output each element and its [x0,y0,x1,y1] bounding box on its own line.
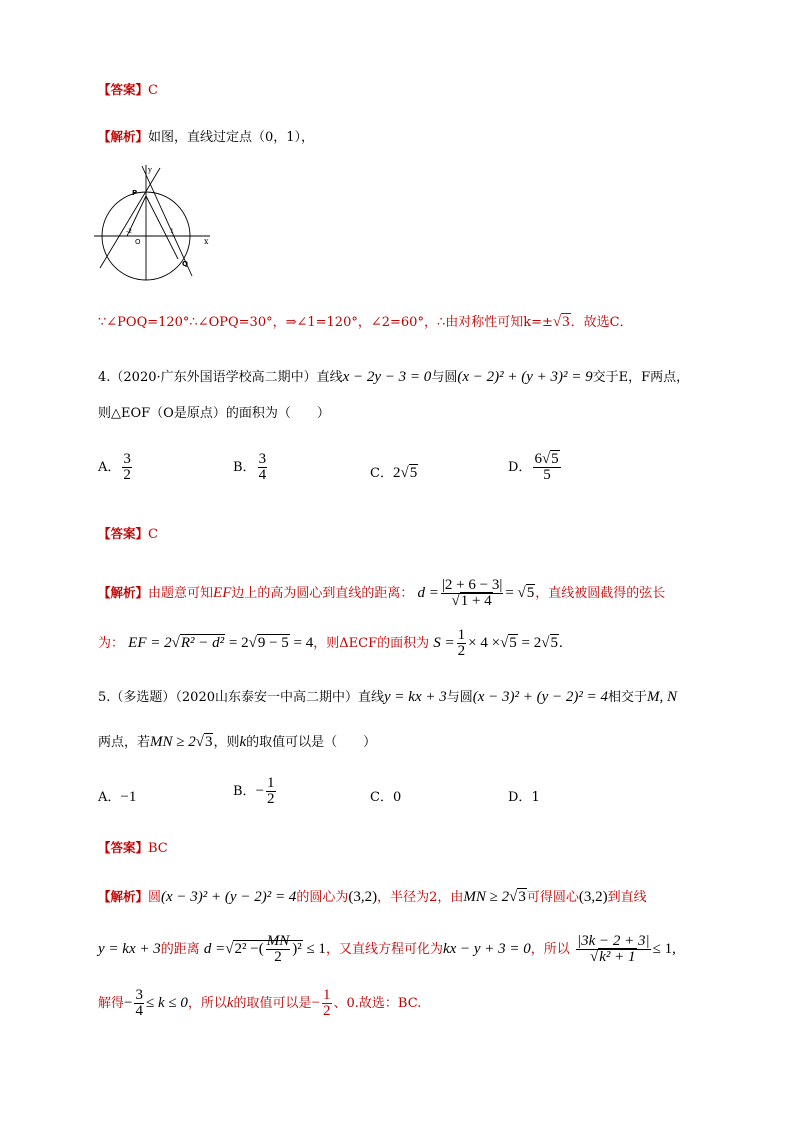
analysis-text: ，半径为2，由 [377,890,464,905]
q4-option-b [233,452,269,483]
coef: 2 [392,465,401,481]
analysis-text: ，又直线方程可化为 [325,941,443,957]
x-label: x [204,237,209,246]
ef-symbol: EF [213,584,232,601]
q3-answer-line [98,80,158,98]
q5-stem-line1 [98,686,677,706]
analysis-tag: 【解析】 [98,584,149,600]
point-Q-label: Q [182,260,188,268]
option-label: A． [98,790,121,805]
q5-cond: MN ≥ 2 [150,734,196,750]
analysis-text: 为： [98,635,125,651]
option-label: A． [98,460,121,475]
q5-stem-line2: 两点，若MN ≥ 2√3，则k的取值可以是（ ） [98,734,377,750]
line-eq: y = kx + 3 [98,940,161,957]
line-left [100,168,160,268]
q5-stem-prefix: 5.（多选题）（2020山东泰安一中高二期中）直线 [98,690,384,705]
analysis-tag: 【解析】 [98,889,149,904]
d-eq: d = [203,940,226,957]
frac-num: 3 [258,451,267,467]
frac-num: 3 [123,451,131,467]
frac-num: |3k − 2 + 3| [576,933,650,949]
q5-answer-line [98,838,168,856]
q5-analysis-line1: 【解析】圆(x − 3)² + (y − 2)² = 4的圆心为(3,2)，半径为2，由MN ≥ 2√3可得圆心(3,2)到直线 [98,889,647,905]
label-1: 1 [170,228,174,235]
q5-cond-root: 3 [204,734,213,750]
cond-root: 3 [518,889,526,905]
conclusion-root: 3 [562,314,570,330]
q5-stem-text: 的取值可以是（ ） [246,735,377,750]
q3-conclusion: ∵∠POQ=120°∴∠OPQ=30°，⇒∠1=120°，∠2=60°，∴由对称性可知k=±√3．故选C． [98,314,633,330]
area-s: S = [433,634,455,651]
coef: 6 [534,451,542,467]
answer-tag: 【答案】 [98,526,149,541]
frac-den: 2 [123,467,131,483]
option-label: D． [508,460,532,475]
q5-stem-end: 相交于 [608,690,648,705]
analysis-tag: 【解析】 [98,129,149,144]
analysis-text: 由题意可知 [148,585,214,601]
k: k [226,994,234,1011]
analysis-text: 如图，直线过定点（0，1）， [148,130,315,145]
le: ≤ 1 [306,940,326,957]
area-end: . [559,634,563,651]
chord-root2: 9 − 5 [257,634,289,651]
q4-stem-line1 [98,366,689,386]
frac-den: 2 [323,1003,331,1019]
frac-num: 3 [135,987,143,1003]
cond: MN ≥ 2 [463,889,510,905]
analysis-text: 边上的高为圆心到直线的距离： [231,585,414,601]
q4-option-d: D． $\frac{6√5}{5}$ [508,451,559,483]
analysis-text: ，所以 [187,995,227,1011]
q5-stem-mid: 与圆 [446,690,473,705]
origin-label: O [135,238,141,246]
q5-option-a [98,786,136,806]
answer-value: BC [148,841,168,856]
analysis-text: ，直线被圆截得的弦长 [535,585,666,601]
y-label: y [148,166,152,174]
option-label: D． [508,790,532,805]
q4-analysis-line1: 【解析】由题意可知EF边上的高为圆心到直线的距离： d = $\frac{|2 + 6 - 3|}{√1 + 4}$ = √5，直线被圆截得的弦长 [98,577,666,609]
sign: − [124,994,133,1011]
analysis-text: 的取值可以是 [233,995,312,1011]
q5-mn: M, N [647,689,678,705]
option-label: C． [370,466,393,481]
analysis-text: ，则ΔECF的面积为 [313,635,430,651]
q4-stem-end: 交于E，F两点， [592,370,690,385]
frac-num: |2 + 6 − 3| [441,577,503,593]
q5-analysis-line3 [98,988,421,1019]
q4-stem-line2: 则△EOF（O是原点）的面积为（ ） [98,406,330,421]
sign: − [311,994,321,1011]
q4-circle-eq: (x − 2)² + (y + 3)² = 9 [457,369,593,385]
analysis-text: 可得圆心 [526,890,579,905]
q5-option-b [233,776,278,807]
chord-eq: EF = 2 [128,634,172,651]
frac-den: 2 [267,791,275,807]
q4-analysis-line2: 为： EF = 2√R² − d² = 2√9 − 5 = 4，则ΔECF的面积为 S = $\frac{1}{2}$ × 4 ×√5 = 2√5. [98,627,563,659]
line-eq2: kx − y + 3 = 0 [442,940,531,957]
result-root: 5 [526,584,535,601]
frac-num: MN [266,933,290,949]
q5-stem-text: 两点，若 [98,735,151,750]
area-root: 5 [509,634,517,651]
q4-answer-line [98,524,158,542]
root-a: 2² − [234,940,259,957]
q4-line-eq: x − 2y − 3 = 0 [342,369,432,385]
frac-num: 1 [457,627,466,643]
chord-end: = 4 [293,634,314,651]
q5-option-d [508,786,540,805]
frac-den: 2 [274,949,282,965]
frac-den: 4 [135,1003,143,1019]
le2: ≤ 1, [652,940,676,957]
d-eq: d = [417,584,439,601]
option-label: B． [233,784,256,799]
analysis-text: 的距离 [160,941,200,957]
center2: (3,2) [578,889,608,905]
root: 5 [551,451,559,467]
q5-line-eq: y = kx + 3 [384,689,447,705]
frac-den-root: 1 + 4 [460,593,492,609]
option-label: B． [233,460,256,475]
analysis-text: ，所以 [530,941,570,957]
frac-den: 4 [258,467,267,483]
q4-stem-mid: 与圆 [431,370,458,385]
answer-tag: 【答案】 [98,82,149,97]
frac-num: 1 [267,775,275,791]
root: 5 [409,465,418,481]
circle-figure [92,162,216,286]
area-root2: 5 [550,634,558,651]
q5-analysis-line2: y = kx + 3的距离 d =√2² −( $\frac{MN}{2}$ )² ≤ 1，又直线方程可化为kx − y + 3 = 0，所以 $\frac{|3k - 2 + 3|}{\text{√k² + 1}}$ ≤ 1, [98,933,676,965]
option-value: 1 [531,790,540,805]
chord-root: R² − d² [180,634,225,651]
q5-stem-text: ，则 [213,735,240,750]
frac-den: k² + 1 [599,949,636,965]
center: (3,2) [348,889,378,905]
q5-option-c [370,786,401,805]
sign: − [255,783,265,799]
analysis-text: 圆 [148,890,162,905]
option-value: −1 [120,789,137,805]
analysis-text: 到直线 [607,890,647,905]
circle-eq: (x − 3)² + (y − 2)² = 4 [161,889,297,905]
option-value: 0 [392,790,402,805]
q5-circle-eq: (x − 3)² + (y − 2)² = 4 [472,689,609,705]
answer-value: C [148,83,158,98]
option-label: C． [370,790,393,805]
frac-den: 2 [457,643,466,659]
frac-den: 5 [543,467,551,483]
q4-option-a [98,452,134,483]
ineq: ≤ k ≤ 0 [145,994,188,1011]
equals: = [505,584,514,601]
answer-value: C [148,527,158,542]
q5-k: k [239,734,247,750]
area-mid: × 4 × [468,634,501,651]
analysis-text: 、0.故选：BC. [333,995,422,1011]
chord-eq2: = 2 [228,634,249,651]
answer-tag: 【答案】 [98,840,149,855]
conclusion-text: ∵∠POQ=120°∴∠OPQ=30°，⇒∠1=120°，∠2=60°，∴由对称性可知k=± [98,315,553,330]
q4-option-c: C．2√5 [370,465,418,481]
analysis-text: 的圆心为 [296,890,349,905]
frac-num: 1 [323,987,331,1003]
q4-stem-prefix: 4.（2020·广东外国语学校高二期中）直线 [98,370,343,385]
area-eq: = 2 [521,634,542,651]
analysis-text: 解得 [98,995,125,1011]
q3-analysis-line [98,126,314,145]
label-neg2: -2 [126,228,132,235]
point-P-label: P [132,189,138,197]
conclusion-end: ．故选C． [570,315,633,330]
